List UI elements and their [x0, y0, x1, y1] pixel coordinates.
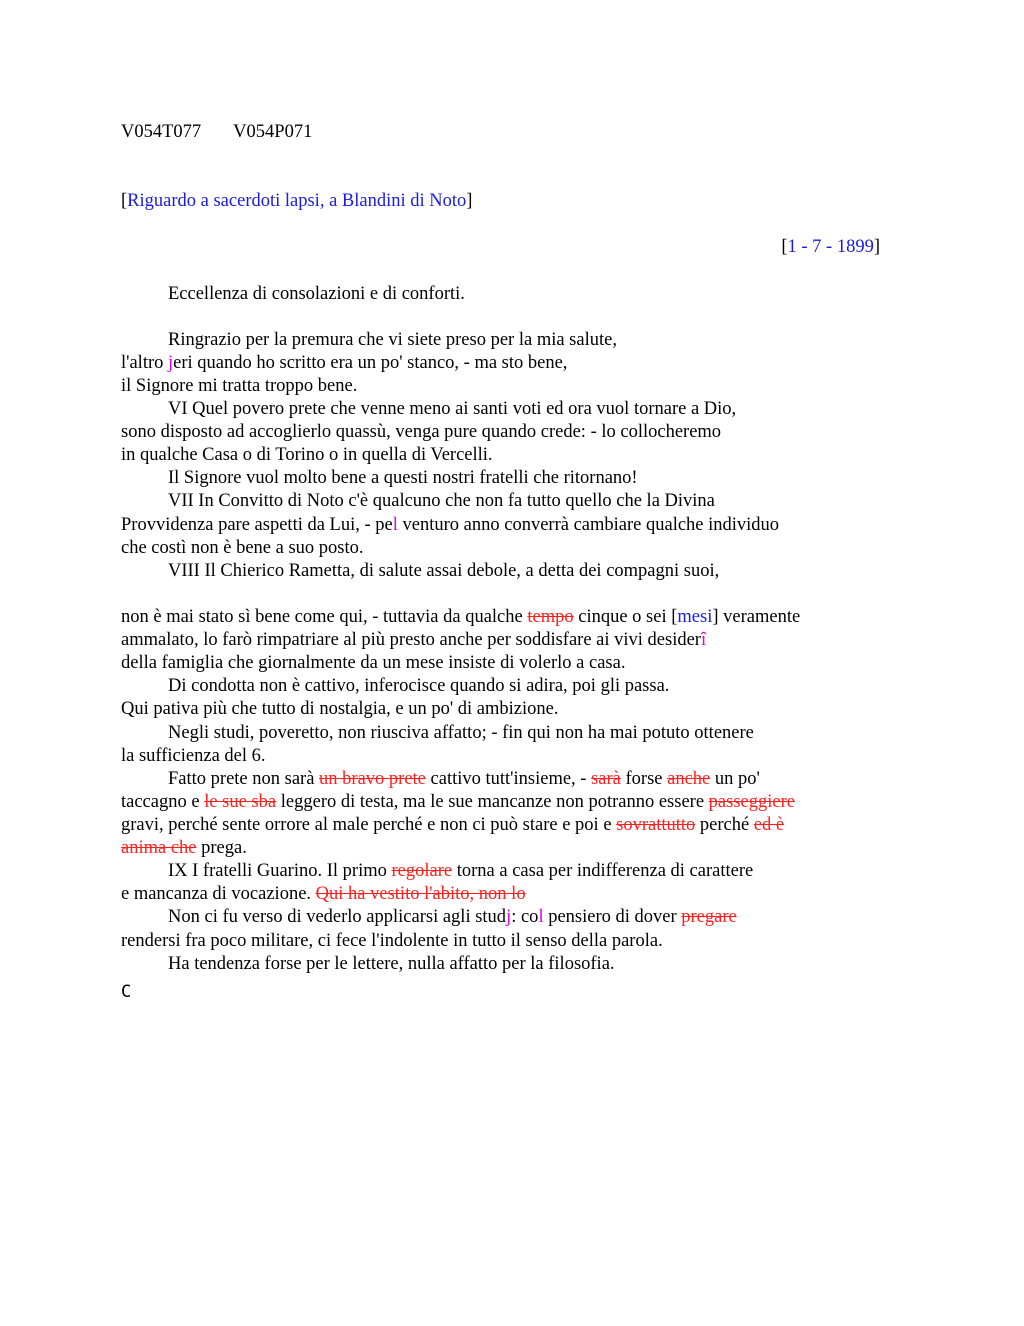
deleted-text: ed è — [753, 815, 785, 835]
deleted-text: tempo — [527, 607, 574, 627]
deleted-text: anche — [667, 769, 711, 789]
text-line: Non ci fu verso di vederlo applicarsi agli studj: col pensiero di dover pregare — [168, 907, 737, 927]
correction-mark: l — [538, 907, 544, 927]
text-line: Di condotta non è cattivo, inferocisce quando si adira, poi gli passa. — [168, 676, 670, 696]
text-line: Fatto prete non sarà un bravo prete cattivo tutt'insieme, - sarà forse anche un po' — [168, 769, 760, 789]
text-line: VI Quel povero prete che venne meno ai santi voti ed ora vuol tornare a Dio, — [168, 399, 737, 419]
text-line: Il Signore vuol molto bene a questi nostri fratelli che ritornano! — [168, 468, 638, 488]
deleted-text: passeggiere — [708, 792, 795, 812]
volume-reference: V054T077 — [121, 122, 202, 142]
title-text: Riguardo a sacerdoti lapsi, a Blandini di Noto — [127, 191, 467, 211]
text-line: Negli studi, poveretto, non riusciva affatto; - fin qui non ha mai potuto ottenere — [168, 723, 754, 743]
correction-mark: î — [700, 630, 707, 650]
deleted-text: sarà — [591, 769, 621, 789]
text-line: l'altro jeri quando ho scritto era un po' stanco, - ma sto bene, — [121, 353, 568, 373]
deleted-text: anima che — [121, 838, 197, 858]
text-line: Ha tendenza forse per le lettere, nulla affatto per la filosofia. — [168, 954, 615, 974]
deleted-text: le sue sba — [204, 792, 277, 812]
text-line: anima che prega. — [121, 838, 247, 858]
text-line: in qualche Casa o di Torino o in quella di Vercelli. — [121, 445, 493, 465]
document-date: [1 - 7 - 1899] — [781, 237, 880, 257]
text-line: della famiglia che giornalmente da un mese insiste di volerlo a casa. — [121, 653, 626, 673]
page-reference: V054P071 — [233, 122, 313, 142]
text-line: sono disposto ad accoglierlo quassù, venga pure quando crede: - lo collocheremo — [121, 422, 722, 442]
correction-mark: j — [506, 907, 512, 927]
text-line: la sufficienza del 6. — [121, 746, 266, 766]
text-line: e mancanza di vocazione. Qui ha vestito l'abito, non lo — [121, 884, 526, 904]
correction-mark: l — [392, 515, 398, 535]
deleted-text: Qui ha vestito l'abito, non lo — [315, 884, 526, 904]
text-line: Qui pativa più che tutto di nostalgia, e un po' di ambizione. — [121, 699, 559, 719]
text-line: ammalato, lo farò rimpatriare al più presto anche per soddisfare ai vivi desiderî — [121, 630, 707, 650]
salutation: Eccellenza di consolazioni e di conforti. — [168, 284, 465, 304]
text-line: che costì non è bene a suo posto. — [121, 538, 364, 558]
text-line: taccagno e le sue sba leggero di testa, ma le sue mancanze non potranno essere passeggiere — [121, 792, 795, 812]
text-line: Provvidenza pare aspetti da Lui, - pel venturo anno converrà cambiare qualche individuo — [121, 515, 780, 535]
text-line: VIII Il Chierico Rametta, di salute assai debole, a detta dei compagni suoi, — [168, 561, 720, 581]
deleted-text: regolare — [391, 861, 453, 881]
deleted-text: sovrattutto — [616, 815, 696, 835]
correction-mark: j — [168, 353, 174, 373]
document-title: [Riguardo a sacerdoti lapsi, a Blandini di Noto] — [121, 191, 473, 211]
deleted-text: pregare — [681, 907, 737, 927]
text-line: rendersi fra poco militare, ci fece l'indolente in tutto il senso della parola. — [121, 931, 663, 951]
end-mark: C — [121, 982, 132, 1002]
document-reference — [121, 121, 312, 144]
inserted-text: mesi — [677, 607, 713, 627]
text-line: IX I fratelli Guarino. Il primo regolare torna a casa per indifferenza di carattere — [168, 861, 754, 881]
text-line: VII In Convitto di Noto c'è qualcuno che non fa tutto quello che la Divina — [168, 491, 715, 511]
date-text: 1 - 7 - 1899 — [787, 237, 874, 257]
text-line: gravi, perché sente orrore al male perché e non ci può stare e poi e sovrattutto perché ed è — [121, 815, 785, 835]
deleted-text: un bravo prete — [319, 769, 426, 789]
text-line: il Signore mi tratta troppo bene. — [121, 376, 358, 396]
text-line: non è mai stato sì bene come qui, - tuttavia da qualche tempo cinque o sei [mesi] veramente — [121, 607, 801, 627]
text-line: Ringrazio per la premura che vi siete preso per la mia salute, — [168, 330, 617, 350]
